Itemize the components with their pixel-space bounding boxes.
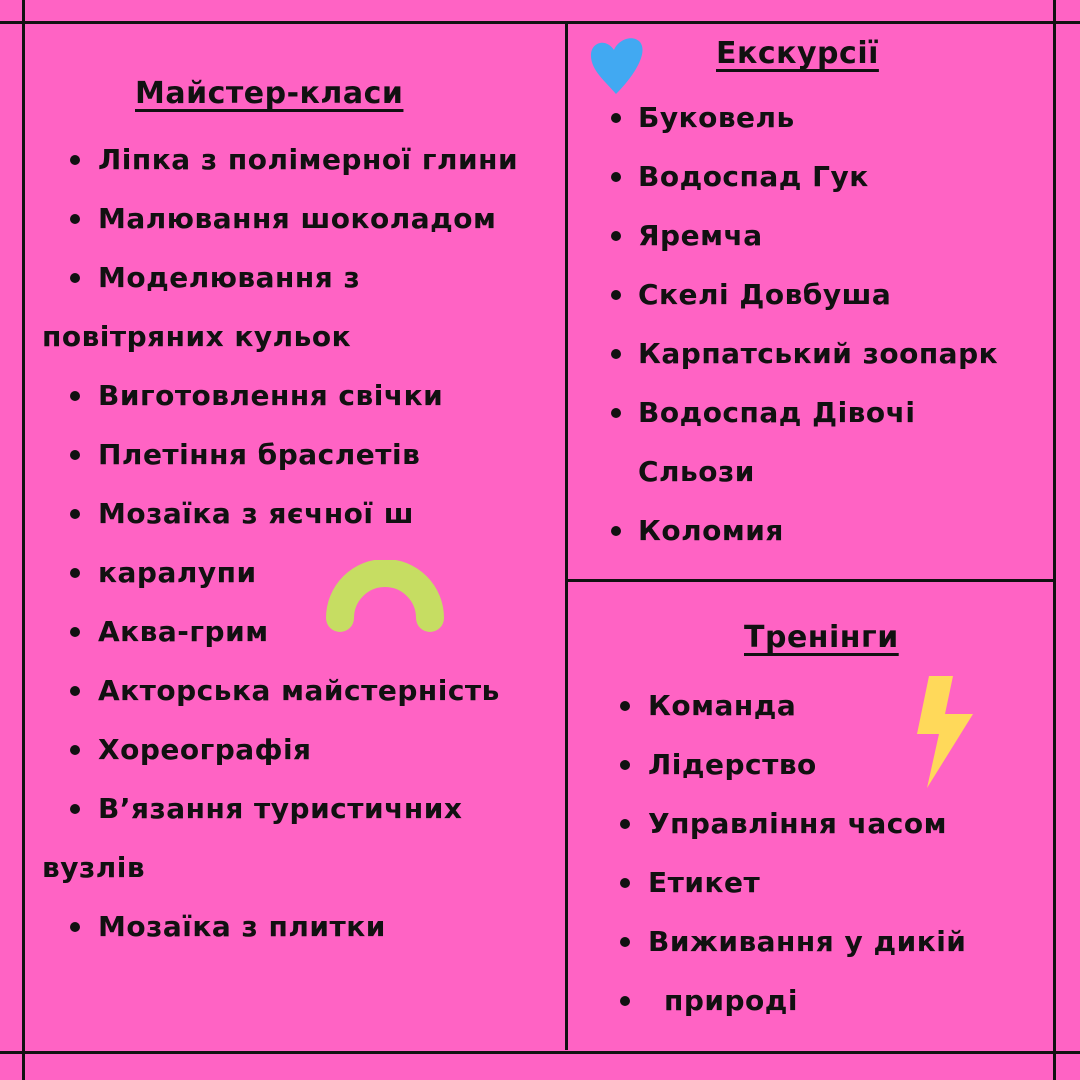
list-item: Карпатський зоопарк (638, 337, 999, 370)
bullet (611, 113, 621, 123)
bullet (70, 509, 80, 519)
lightning-bolt-icon (915, 674, 975, 790)
bullet (611, 526, 621, 536)
bullet (620, 701, 630, 711)
list-item: Яремча (638, 219, 763, 252)
bullet (70, 922, 80, 932)
trainings-title: Тренінги (744, 620, 899, 655)
list-item: каралупи (98, 556, 257, 589)
excursions-title: Екскурсії (716, 36, 879, 71)
list-item: Аква-грим (98, 615, 269, 648)
heart-icon (588, 34, 646, 96)
list-item-continuation: повітряних кульок (42, 320, 352, 353)
right-horizontal-divider (567, 579, 1053, 582)
list-item: Коломия (638, 514, 784, 547)
list-item: Плетіння браслетів (98, 438, 421, 471)
list-item: Лідерство (648, 748, 817, 781)
bullet (70, 155, 80, 165)
bullet (70, 391, 80, 401)
bullet (611, 349, 621, 359)
bullet (611, 172, 621, 182)
list-item: Скелі Довбуша (638, 278, 892, 311)
bullet (620, 819, 630, 829)
bullet (70, 273, 80, 283)
bullet (70, 686, 80, 696)
list-item-continuation: вузлів (42, 851, 146, 884)
list-item: Управління часом (648, 807, 947, 840)
list-item: Виготовлення свічки (98, 379, 444, 412)
bullet (70, 450, 80, 460)
list-item: В’язання туристичних (98, 792, 463, 825)
center-divider-line (565, 22, 568, 1050)
right-border-line (1053, 0, 1056, 1080)
list-item: Малювання шоколадом (98, 202, 497, 235)
bullet (70, 214, 80, 224)
list-item: природі (664, 984, 798, 1017)
bullet (70, 568, 80, 578)
list-item-continuation: Сльози (638, 455, 755, 488)
bullet (70, 804, 80, 814)
list-item: Команда (648, 689, 797, 722)
list-item: Мозаїка з плитки (98, 910, 386, 943)
bullet (611, 231, 621, 241)
list-item: Ліпка з полімерної глини (98, 143, 519, 176)
list-item: Буковель (638, 101, 795, 134)
list-item: Мозаїка з яєчної ш (98, 497, 414, 530)
bullet (611, 290, 621, 300)
list-item: Етикет (648, 866, 761, 899)
bottom-border-line (0, 1051, 1080, 1054)
list-item: Водоспад Дівочі (638, 396, 916, 429)
bullet (70, 745, 80, 755)
masterclasses-title: Майстер-класи (135, 76, 404, 111)
top-border-line (0, 21, 1080, 24)
arch-shape (320, 560, 450, 636)
left-border-line (22, 0, 25, 1080)
bullet (70, 627, 80, 637)
list-item: Акторська майстерність (98, 674, 500, 707)
bullet (611, 408, 621, 418)
list-item: Виживання у дикій (648, 925, 967, 958)
list-item: Хореографія (98, 733, 312, 766)
bullet (620, 996, 630, 1006)
list-item: Водоспад Гук (638, 160, 869, 193)
bullet (620, 878, 630, 888)
bullet (620, 937, 630, 947)
list-item: Моделювання з (98, 261, 361, 294)
bullet (620, 760, 630, 770)
